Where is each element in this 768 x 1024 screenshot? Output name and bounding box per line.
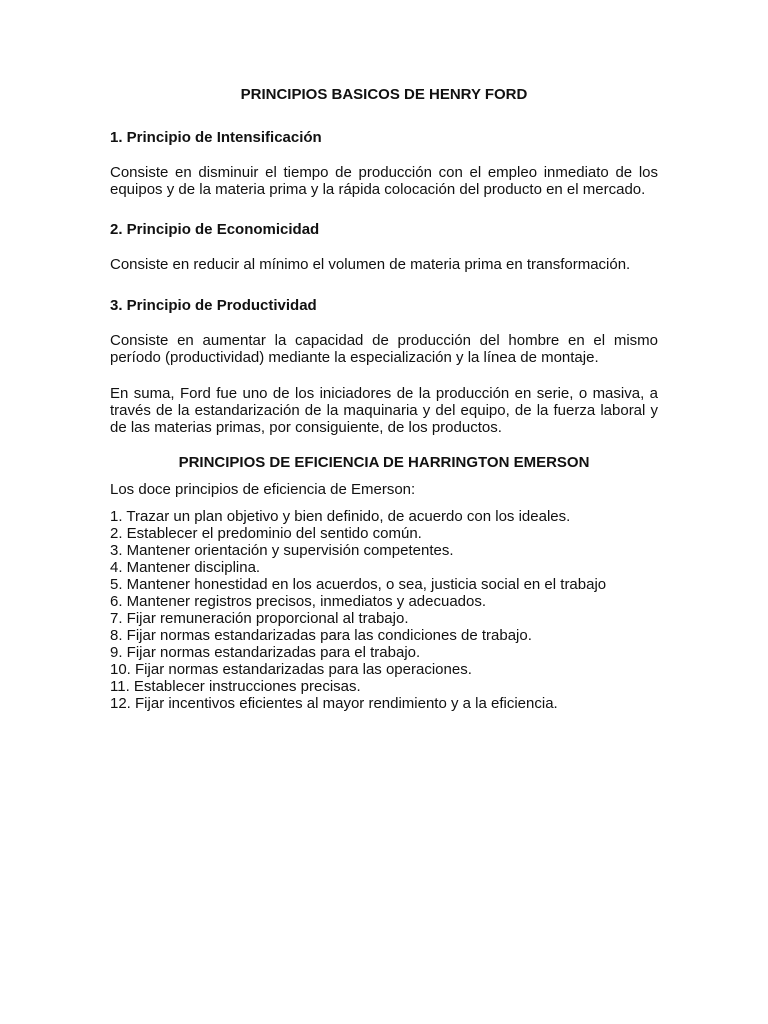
list-item: 10. Fijar normas estandarizadas para las operaciones.	[110, 661, 472, 678]
principle-intensificacion-text: Consiste en disminuir el tiempo de producción con el empleo inmediato de los equipos y de la materia prima y la rápida colocación del producto en el mercado.	[110, 164, 658, 198]
list-item: 1. Trazar un plan objetivo y bien definido, de acuerdo con los ideales.	[110, 508, 571, 525]
list-item: 7. Fijar remuneración proporcional al trabajo.	[110, 610, 409, 627]
list-item: 9. Fijar normas estandarizadas para el trabajo.	[110, 644, 421, 661]
list-item: 2. Establecer el predominio del sentido común.	[110, 525, 422, 542]
ford-title: PRINCIPIOS BASICOS DE HENRY FORD	[240, 86, 528, 103]
document-page	[110, 84, 658, 712]
list-item: 8. Fijar normas estandarizadas para las condiciones de trabajo.	[110, 627, 532, 644]
list-item: 3. Mantener orientación y supervisión competentes.	[110, 542, 454, 559]
emerson-principles-list	[110, 508, 658, 712]
principle-economicidad-heading: 2. Principio de Economicidad	[110, 221, 320, 238]
list-item: 5. Mantener honestidad en los acuerdos, o sea, justicia social en el trabajo	[110, 576, 607, 593]
principle-productividad-heading: 3. Principio de Productividad	[110, 297, 317, 314]
principle-productividad-text: Consiste en aumentar la capacidad de producción del hombre en el mismo período (productividad) mediante la especialización y la línea de montaje.	[110, 332, 658, 366]
list-item: 6. Mantener registros precisos, inmediatos y adecuados.	[110, 593, 487, 610]
emerson-title: PRINCIPIOS DE EFICIENCIA DE HARRINGTON EMERSON	[178, 454, 590, 471]
list-item: 11. Establecer instrucciones precisas.	[110, 678, 361, 695]
list-item: 12. Fijar incentivos eficientes al mayor rendimiento y a la eficiencia.	[110, 695, 558, 712]
principle-intensificacion-heading: 1. Principio de Intensificación	[110, 129, 322, 146]
list-item: 4. Mantener disciplina.	[110, 559, 261, 576]
emerson-intro: Los doce principios de eficiencia de Emerson:	[110, 481, 416, 498]
ford-summary-paragraph: En suma, Ford fue uno de los iniciadores de la producción en serie, o masiva, a través de la estandarización de la maquinaria y del equipo, de la fuerza laboral y de las materias primas, por consiguiente, de los productos.	[110, 385, 658, 436]
principle-economicidad-text: Consiste en reducir al mínimo el volumen de materia prima en transformación.	[110, 256, 631, 273]
